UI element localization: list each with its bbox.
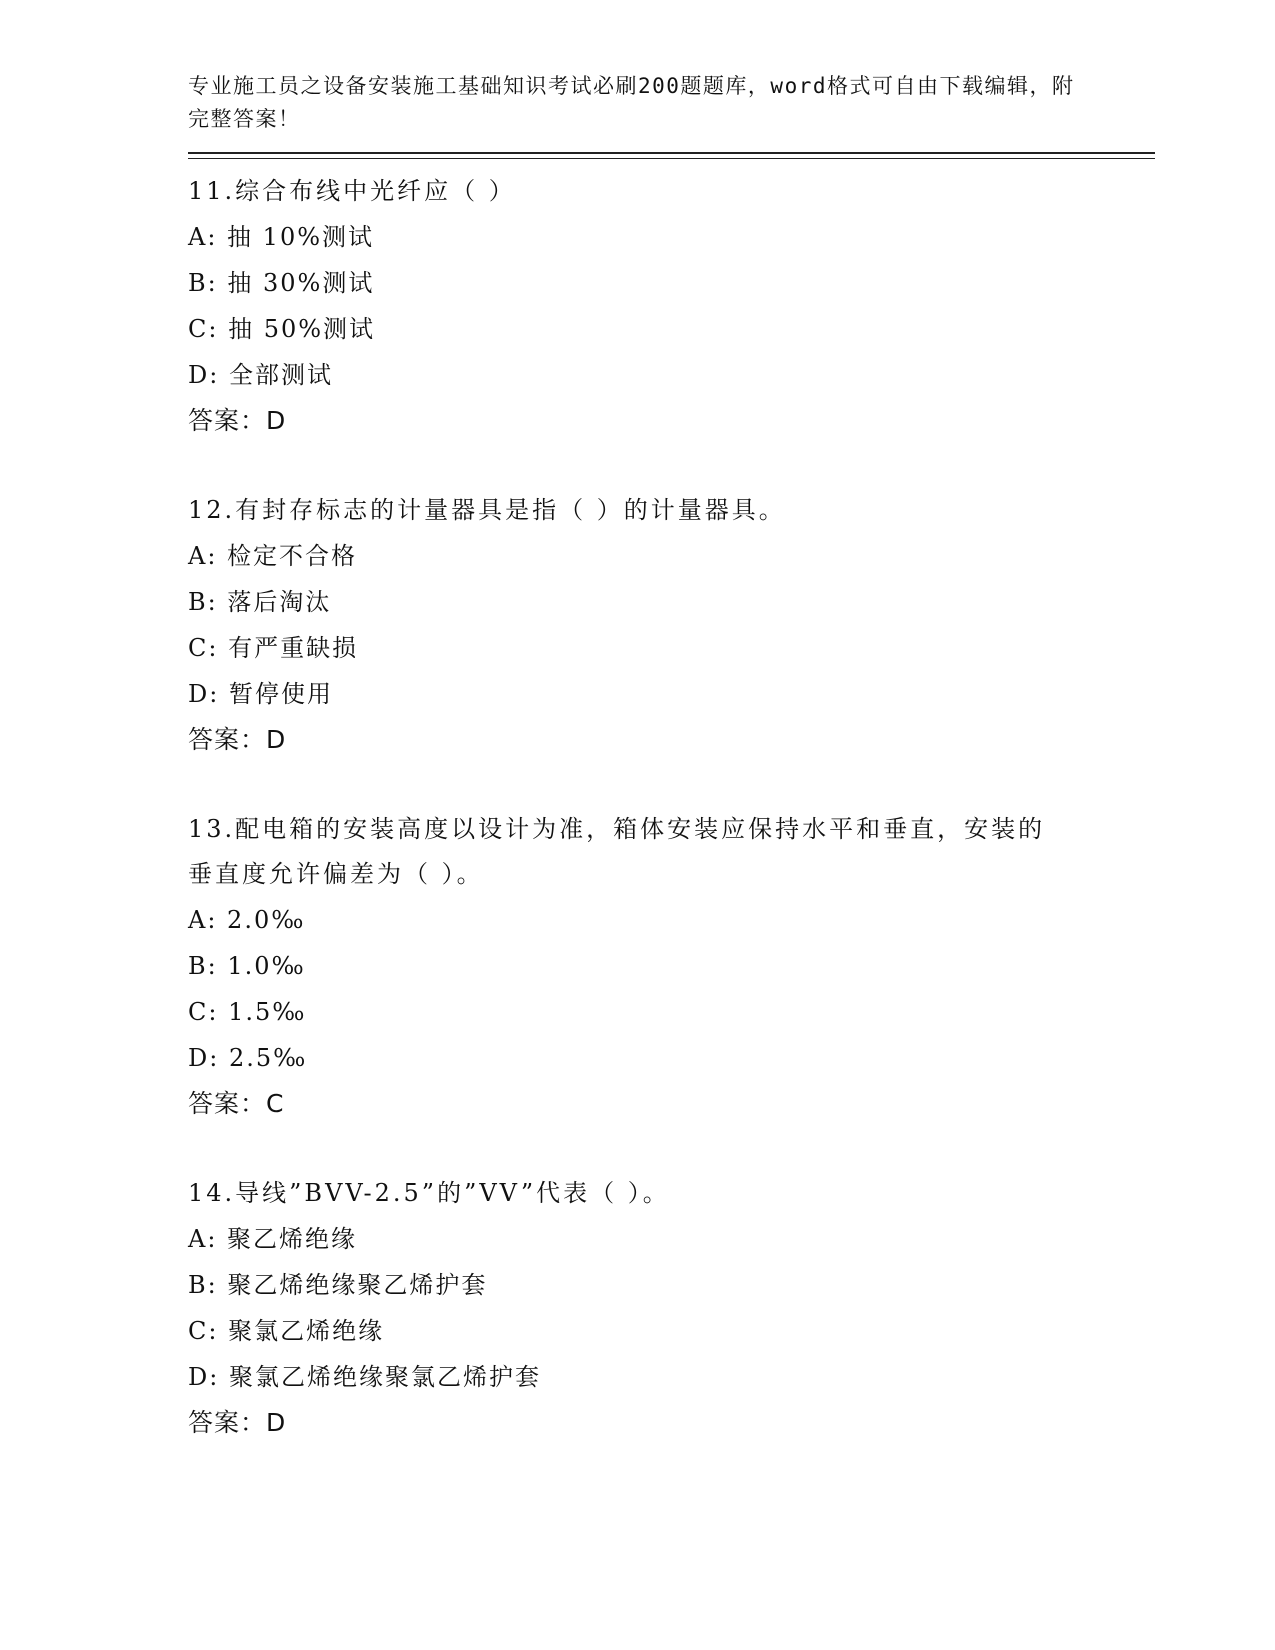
answer-line: 答案：D: [188, 406, 287, 435]
header-divider: [188, 152, 1155, 159]
question-13: [188, 807, 1148, 1127]
answer-line: 答案：D: [188, 1408, 287, 1437]
option-a: A: 2.0‰: [188, 906, 306, 934]
option-c: C: 1.5‰: [188, 998, 307, 1026]
question-stem: 14.导线”BVV-2.5”的”VV”代表（ ）。: [188, 1179, 670, 1207]
question-stem: 11.综合布线中光纤应（ ）: [188, 177, 516, 205]
answer-line: 答案：D: [188, 725, 287, 754]
option-b: B: 落后淘汰: [188, 588, 332, 616]
option-b: B: 1.0‰: [188, 952, 306, 980]
option-c: C: 聚氯乙烯绝缘: [188, 1317, 385, 1345]
question-stem: 13.配电箱的安装高度以设计为准，箱体安装应保持水平和垂直，安装的垂直度允许偏差为（ ）。: [188, 815, 1046, 888]
option-d: D: 暂停使用: [188, 680, 333, 708]
document-page: [188, 70, 1148, 1446]
option-a: A: 检定不合格: [188, 542, 358, 570]
option-b: B: 聚乙烯绝缘聚乙烯护套: [188, 1271, 488, 1299]
option-d: D: 聚氯乙烯绝缘聚氯乙烯护套: [188, 1363, 541, 1391]
question-11: [188, 169, 1148, 444]
option-d: D: 2.5‰: [188, 1044, 308, 1072]
question-stem: 12.有封存标志的计量器具是指（ ）的计量器具。: [188, 496, 786, 524]
option-c: C: 有严重缺损: [188, 634, 359, 662]
option-a: A: 聚乙烯绝缘: [188, 1225, 358, 1253]
option-c: C: 抽 50%测试: [188, 315, 376, 343]
document-header: 专业施工员之设备安装施工基础知识考试必刷200题题库，word格式可自由下载编辑，附完整答案！: [188, 74, 1075, 131]
option-d: D: 全部测试: [188, 361, 333, 389]
option-b: B: 抽 30%测试: [188, 269, 375, 297]
question-14: [188, 1171, 1148, 1446]
answer-line: 答案：C: [188, 1089, 285, 1118]
option-a: A: 抽 10%测试: [188, 223, 375, 251]
question-12: [188, 488, 1148, 763]
